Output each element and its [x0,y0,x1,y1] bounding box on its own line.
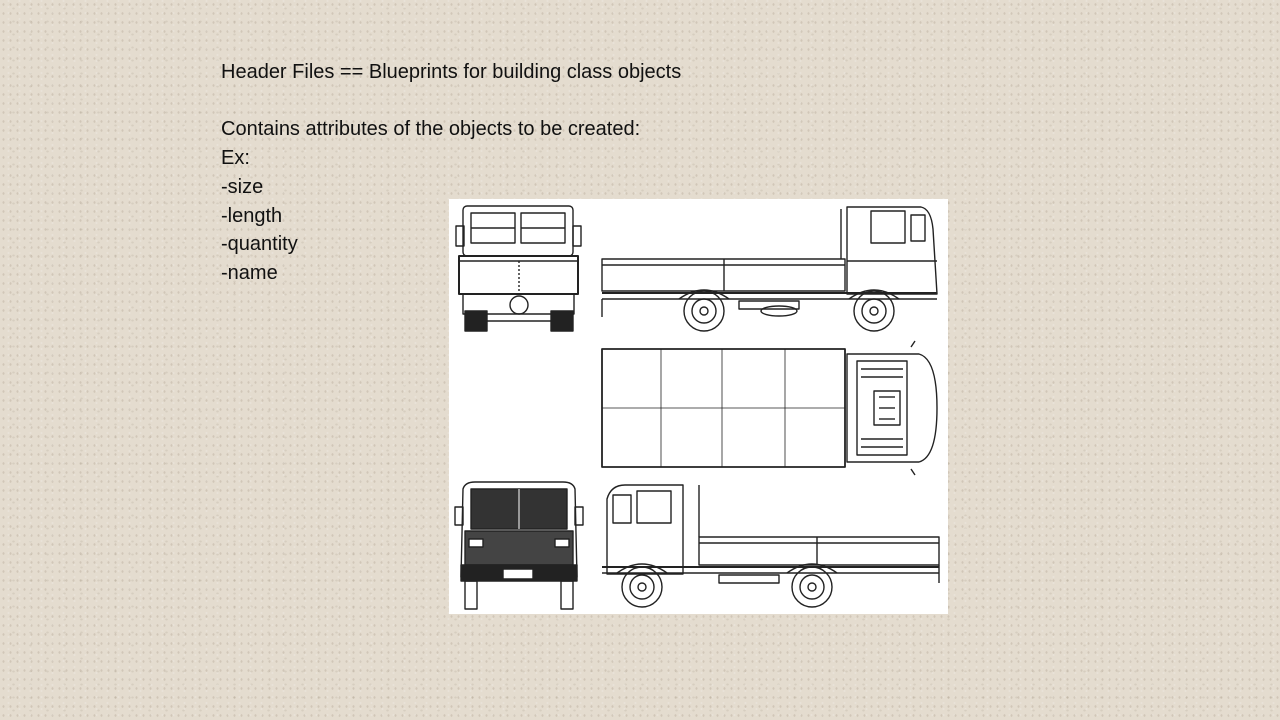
attribute-item: -size [221,175,264,198]
truck-side-view-left [602,485,939,607]
attribute-item: -name [221,261,278,284]
attribute-item: -length [221,204,283,227]
truck-top-view [602,341,937,475]
attribute-item: -quantity [221,233,298,256]
truck-front-view [455,482,583,609]
truck-blueprint-image [449,199,948,614]
truck-side-view-right [602,207,937,331]
slide-heading: Header Files == Blueprints for building class objects [221,61,682,83]
example-label: Ex: [221,147,250,170]
truck-rear-view [456,206,581,331]
spacer [221,87,681,116]
slide-subheading: Contains attributes of the objects to be created: [221,118,641,141]
